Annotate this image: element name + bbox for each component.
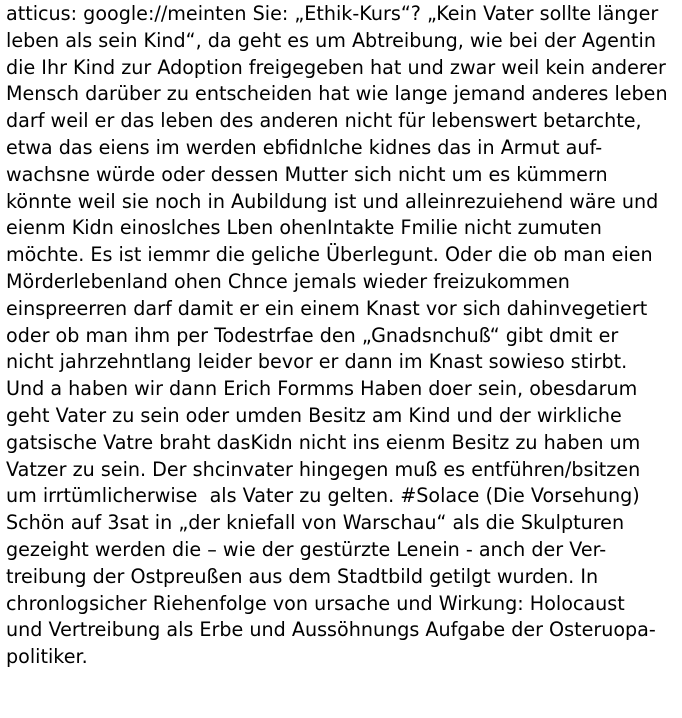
text-line: eienm Kidn einoslches Lben ohenIntakte Fmilie nicht zumuten (6, 216, 602, 240)
text-line: möchte. Es ist iemmr die geliche Überlegunt. Oder die ob man eien (6, 243, 653, 267)
text-line: leben als sein Kind“, da geht es um Abtreibung, wie bei der Agentin (6, 28, 656, 52)
text-line: treibung der Ostpreußen aus dem Stadtbild getilgt wurden. In (6, 564, 599, 588)
text-line: gezeight werden die – wie der gestürzte Lenein - anch der Ver- (6, 537, 607, 561)
text-line: geht Vater zu sein oder umden Besitz am Kind und der wirkliche (6, 403, 622, 427)
text-line: Mörderlebenland ohen Chnce jemals wieder freizukommen (6, 269, 570, 293)
text-line: könnte weil sie noch in Aubildung ist und alleinrezuiehend wäre und (6, 189, 659, 213)
text-line: und Vertreibung als Erbe und Aussöhnungs Aufgabe der Osteruopa- (6, 618, 656, 642)
document-text (6, 1, 682, 671)
text-line: einspreerren darf damit er ein einem Knast vor sich dahinvegetiert (6, 296, 648, 320)
text-line: Vatzer zu sein. Der shcinvater hingegen muß es entführen/bsitzen (6, 457, 641, 481)
text-line: um irrtümlicherwise als Vater zu gelten. #Solace (Die Vorsehung) (6, 484, 640, 508)
text-line: Und a haben wir dann Erich Formms Haben doer sein, obesdarum (6, 377, 638, 401)
text-line: politiker. (6, 645, 88, 669)
text-line: darf weil er das leben des anderen nicht für lebenswert betarchte, (6, 109, 642, 133)
text-line: wachsne würde oder dessen Mutter sich nicht um es kümmern (6, 162, 608, 186)
text-line: Mensch darüber zu entscheiden hat wie lange jemand anderes leben (6, 82, 668, 106)
text-line: die Ihr Kind zur Adoption freigegeben hat und zwar weil kein anderer (6, 55, 666, 79)
text-line: oder ob man ihm per Todestrfae den „Gnadsnchuß“ gibt dmit er (6, 323, 619, 347)
text-line: chronlogsicher Riehenfolge von ursache und Wirkung: Holocaust (6, 591, 625, 615)
text-line: atticus: google://meinten Sie: „Ethik-Kurs“? „Kein Vater sollte länger (6, 2, 659, 25)
text-line: nicht jahrzehntlang leider bevor er dann im Knast sowieso stirbt. (6, 350, 628, 374)
text-line: Schön auf 3sat in „der kniefall von Warschau“ als die Skulpturen (6, 511, 625, 535)
text-line: gatsische Vatre braht dasKidn nicht ins eienm Besitz zu haben um (6, 430, 641, 454)
text-line: etwa das eiens im werden ebfidnlche kidnes das in Armut auf- (6, 135, 603, 159)
